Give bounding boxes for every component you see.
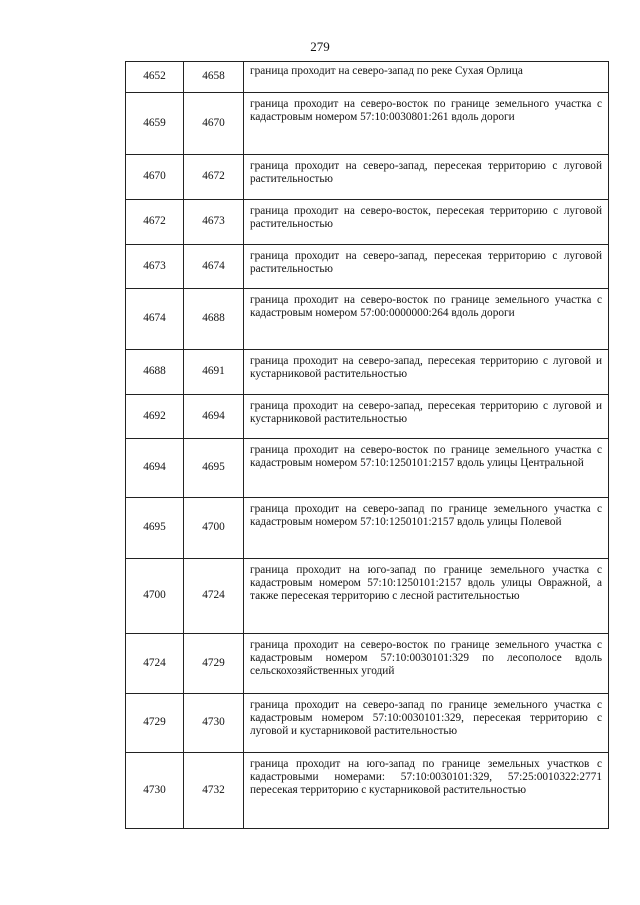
description-cell: граница проходит на северо-восток по границе земельного участка с кадастровым номером 57:10:1250101:2157 вдоль улицы Центральной (244, 439, 609, 498)
from-point-cell: 4724 (126, 634, 184, 694)
from-point-cell: 4672 (126, 200, 184, 245)
to-point-cell: 4691 (184, 350, 244, 395)
to-point-cell: 4670 (184, 93, 244, 155)
description-cell: граница проходит на северо-запад по границе земельного участка с кадастровым номером 57:10:0030101:329, пересекая территорию с луговой и кустарниковой растительностью (244, 694, 609, 753)
from-point-cell: 4729 (126, 694, 184, 753)
to-point-cell: 4658 (184, 62, 244, 93)
table-row (126, 439, 609, 498)
from-point-cell: 4730 (126, 753, 184, 829)
from-point-cell: 4695 (126, 498, 184, 559)
to-point-cell: 4688 (184, 289, 244, 350)
to-point-cell: 4729 (184, 634, 244, 694)
description-cell: граница проходит на северо-восток по границе земельного участка с кадастровым номером 57:10:0030101:329 по лесополосе вдоль сельскохозяйственных угодий (244, 634, 609, 694)
table-row (126, 559, 609, 634)
to-point-cell: 4695 (184, 439, 244, 498)
to-point-cell: 4694 (184, 395, 244, 439)
from-point-cell: 4692 (126, 395, 184, 439)
page-number: 279 (310, 39, 330, 54)
from-point-cell: 4673 (126, 245, 184, 289)
description-cell: граница проходит на северо-восток по границе земельного участка с кадастровым номером 57:10:0030801:261 вдоль дороги (244, 93, 609, 155)
from-point-cell: 4694 (126, 439, 184, 498)
table-row (126, 93, 609, 155)
to-point-cell: 4724 (184, 559, 244, 634)
table-row (126, 62, 609, 93)
table-row (126, 155, 609, 200)
table-row (126, 694, 609, 753)
description-cell: граница проходит на северо-запад по границе земельного участка с кадастровым номером 57:10:1250101:2157 вдоль улицы Полевой (244, 498, 609, 559)
table-row (126, 200, 609, 245)
to-point-cell: 4730 (184, 694, 244, 753)
from-point-cell: 4700 (126, 559, 184, 634)
boundary-table (125, 61, 609, 829)
description-cell: граница проходит на северо-восток, пересекая территорию с луговой растительностью (244, 200, 609, 245)
table-row (126, 498, 609, 559)
table-row (126, 634, 609, 694)
description-cell: граница проходит на северо-восток по границе земельного участка с кадастровым номером 57:00:0000000:264 вдоль дороги (244, 289, 609, 350)
to-point-cell: 4672 (184, 155, 244, 200)
to-point-cell: 4700 (184, 498, 244, 559)
table-row (126, 245, 609, 289)
to-point-cell: 4673 (184, 200, 244, 245)
to-point-cell: 4674 (184, 245, 244, 289)
description-cell: граница проходит на северо-запад, пересекая территорию с луговой и кустарниковой растительностью (244, 350, 609, 395)
description-cell: граница проходит на юго-запад по границе земельного участка с кадастровым номером 57:10:1250101:2157 вдоль улицы Овражной, а также пересекая территорию с лесной растительностью (244, 559, 609, 634)
description-cell: граница проходит на северо-запад по реке Сухая Орлица (244, 62, 609, 93)
to-point-cell: 4732 (184, 753, 244, 829)
description-cell: граница проходит на северо-запад, пересекая территорию с луговой и кустарниковой растительностью (244, 395, 609, 439)
table-row (126, 395, 609, 439)
table-row (126, 289, 609, 350)
description-cell: граница проходит на юго-запад по границе земельных участков с кадастровыми номерами: 57:10:0030101:329, 57:25:0010322:2771 пересекая территорию с кустарниковой растительностью (244, 753, 609, 829)
table-row (126, 753, 609, 829)
from-point-cell: 4670 (126, 155, 184, 200)
from-point-cell: 4688 (126, 350, 184, 395)
description-cell: граница проходит на северо-запад, пересекая территорию с луговой растительностью (244, 245, 609, 289)
from-point-cell: 4659 (126, 93, 184, 155)
from-point-cell: 4652 (126, 62, 184, 93)
table-row (126, 350, 609, 395)
from-point-cell: 4674 (126, 289, 184, 350)
description-cell: граница проходит на северо-запад, пересекая территорию с луговой растительностью (244, 155, 609, 200)
